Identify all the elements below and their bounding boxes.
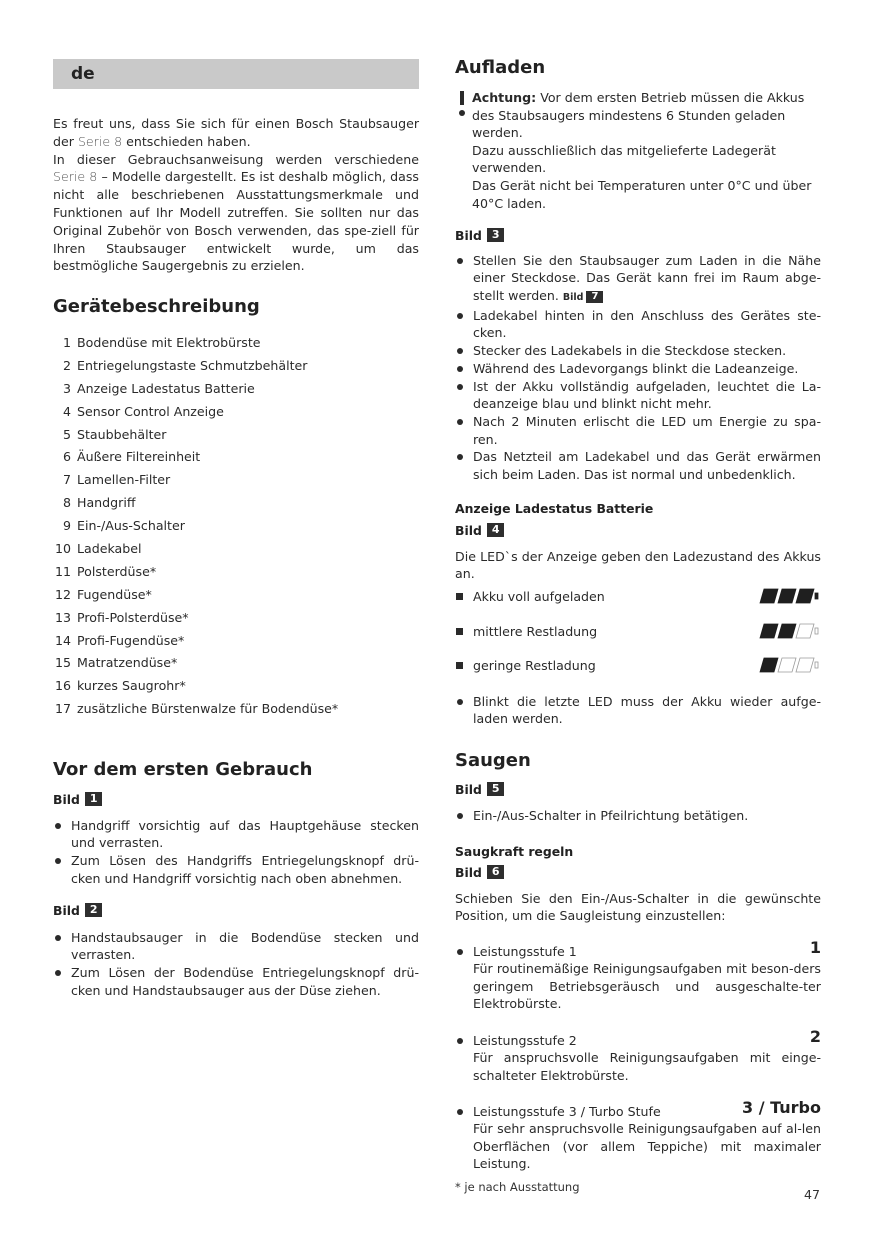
battery-segment	[796, 624, 814, 638]
figure-ref-3: Bild 3	[455, 228, 504, 243]
figure-ref-5: Bild 5	[455, 782, 504, 797]
first-use-heading: Vor dem ersten Gebrauch	[53, 759, 313, 780]
suction-heading: Saugkraft regeln	[455, 844, 574, 859]
list-item: Handstaubsauger in die Bodendüse stecken und verrasten.	[53, 929, 419, 964]
battery-segment	[760, 658, 778, 672]
figure-badge: 1	[85, 792, 103, 806]
power-level-1	[455, 938, 821, 1013]
list-item: Zum Lösen des Handgriffs Entriegelungsknopf drü-cken und Handgriff vorsichtig nach oben abnehmen.	[53, 852, 419, 887]
battery-segment	[778, 658, 796, 672]
battery-level-low: geringe Restladung	[455, 657, 821, 677]
list-item: 14 Profi-Fugendüse*	[54, 632, 185, 648]
fig2-instructions	[53, 929, 419, 1000]
battery-segment	[760, 589, 778, 603]
language-tag-bar: de	[53, 59, 419, 89]
list-item: Stellen Sie den Staubsauger zum Laden in die Nähe einer Steckdose. Das Gerät kann frei im Raum abge-stellt werden. Bild 7	[455, 252, 821, 306]
list-item: 3 Anzeige Ladestatus Batterie	[62, 380, 255, 396]
list-item: 8 Handgriff	[62, 495, 136, 511]
list-item: 7 Lamellen-Filter	[62, 472, 171, 488]
charging-instructions	[455, 252, 821, 484]
intro-text: Es freut uns, dass Sie sich für einen Bosch Staubsauger der Serie 8 entschieden haben. In dieser Gebrauchsanweisung werden verschiedene Serie 8 – Modelle dargestellt. Es ist deshalb möglich, dass nicht alle beschriebenen Ausstattungsmerkmale und Funktionen auf Ihr Modell zutreffen. Sie sollten nur das Original Zubehör von Bosch verwenden, das spe-ziell für Ihren Staubsauger entwickelt wurde, um das bestmögliche Saugergebnis zu erzielen.	[53, 116, 419, 274]
battery-status-heading: Anzeige Ladestatus Batterie	[455, 501, 654, 516]
list-item: 15 Matratzendüse*	[54, 655, 178, 671]
device-heading: Gerätebeschreibung	[53, 296, 260, 317]
list-item: 17 zusätzliche Bürstenwalze für Bodendüse*	[54, 701, 339, 717]
battery-terminal	[815, 628, 818, 634]
battery-level-medium: mittlere Restladung	[455, 623, 821, 643]
vacuuming-heading: Saugen	[455, 750, 531, 771]
battery-segment	[796, 658, 814, 672]
list-item: Ist der Akku vollständig aufgeladen, leuchtet die La-deanzeige blau und blinkt nicht mehr.	[455, 378, 821, 413]
vacuuming-instructions	[455, 807, 821, 825]
power-level-number: 3 / Turbo	[742, 1098, 821, 1117]
warning-box: Achtung: Vor dem ersten Betrieb müssen die Akkus des Staubsaugers mindestens 6 Stunden geladen werden. Dazu ausschließlich das mitgelieferte Ladegerät verwenden. Das Gerät nicht bei Temperaturen unter 0°C und über 40°C laden.	[455, 89, 821, 212]
figure-ref-2: Bild 2	[53, 903, 102, 918]
footnote: * je nach Ausstattung	[455, 1180, 580, 1194]
list-item: Das Netzteil am Ladekabel und das Gerät erwärmen sich beim Laden. Das ist normal und unbedenklich.	[455, 448, 821, 483]
list-item: 11 Polsterdüse*	[54, 563, 157, 579]
battery-segment	[778, 624, 796, 638]
list-item: Ein-/Aus-Schalter in Pfeilrichtung betätigen.	[455, 807, 821, 824]
battery-segment	[796, 589, 814, 603]
power-level-number: 2	[809, 1027, 821, 1046]
power-level-3	[455, 1098, 821, 1173]
charging-heading: Aufladen	[455, 57, 546, 78]
figure-badge: 4	[487, 523, 505, 537]
figure-badge: 6	[487, 865, 505, 879]
battery-low-icon	[759, 657, 819, 673]
suction-intro: Schieben Sie den Ein-/Aus-Schalter in die gewünschte Position, um die Saugleistung einzustellen:	[455, 891, 821, 924]
battery-full-icon	[759, 588, 819, 604]
list-item: 9 Ein-/Aus-Schalter	[62, 518, 185, 534]
fig1-instructions	[53, 817, 419, 888]
list-item: 4 Sensor Control Anzeige	[62, 403, 224, 419]
power-level-number: 1	[809, 938, 821, 957]
figure-ref-1: Bild 1	[53, 792, 102, 807]
figure-badge: 7	[586, 291, 603, 303]
list-item: Leistungsstufe 1 Für routinemäßige Reinigungsaufgaben mit beson-ders geringem Betriebsgeräusch und ausgeschalte-ter Elektrobürste.	[455, 943, 821, 1013]
battery-terminal	[815, 662, 818, 668]
list-item: 5 Staubbehälter	[62, 426, 167, 442]
list-item: 1 Bodendüse mit Elektrobürste	[62, 335, 261, 350]
page-number: 47	[804, 1187, 821, 1202]
battery-terminal	[815, 593, 818, 599]
list-item: 2 Entriegelungstaste Schmutzbehälter	[62, 357, 308, 373]
figure-ref-6: Bild 6	[455, 865, 504, 880]
list-item: 6 Äußere Filtereinheit	[62, 449, 201, 465]
warning-icon	[455, 91, 469, 116]
battery-status-intro: Die LED`s der Anzeige geben den Ladezustand des Akkus an.	[455, 549, 821, 582]
battery-medium-icon	[759, 623, 819, 639]
figure-ref-4: Bild 4	[455, 523, 504, 538]
battery-segment	[760, 624, 778, 638]
figure-badge: 5	[487, 782, 505, 796]
list-item: Handgriff vorsichtig auf das Hauptgehäuse stecken und verrasten.	[53, 817, 419, 852]
list-item: 13 Profi-Polsterdüse*	[54, 609, 189, 625]
list-item: Ladekabel hinten in den Anschluss des Gerätes ste-cken.	[455, 307, 821, 342]
list-item: Stecker des Ladekabels in die Steckdose stecken.	[455, 342, 821, 359]
battery-note	[455, 693, 821, 728]
list-item: Nach 2 Minuten erlischt die LED um Energie zu spa-ren.	[455, 413, 821, 448]
list-item: Blinkt die letzte LED muss der Akku wieder aufge-laden werden.	[455, 693, 821, 728]
figure-badge: 2	[85, 903, 103, 917]
list-item: Zum Lösen der Bodendüse Entriegelungsknopf drü-cken und Handstaubsauger aus der Düse ziehen.	[53, 964, 419, 999]
power-level-2	[455, 1027, 821, 1085]
battery-segment	[778, 589, 796, 603]
battery-level-full: Akku voll aufgeladen	[455, 588, 821, 608]
list-item: Während des Ladevorgangs blinkt die Ladeanzeige.	[455, 360, 821, 377]
figure-badge: 3	[487, 228, 505, 242]
list-item: 16 kurzes Saugrohr*	[54, 678, 186, 694]
list-item: Leistungsstufe 2 Für anspruchsvolle Reinigungsaufgaben mit einge-schalteter Elektrobürste.	[455, 1032, 821, 1084]
list-item: 12 Fugendüse*	[54, 586, 152, 602]
list-item: Leistungsstufe 3 / Turbo Stufe Für sehr anspruchsvolle Reinigungsaufgaben auf al-len Oberflächen (vor allem Teppiche) mit maximaler Leistung.	[455, 1103, 821, 1173]
list-item: 10 Ladekabel	[54, 541, 142, 557]
device-parts-list	[53, 334, 419, 723]
